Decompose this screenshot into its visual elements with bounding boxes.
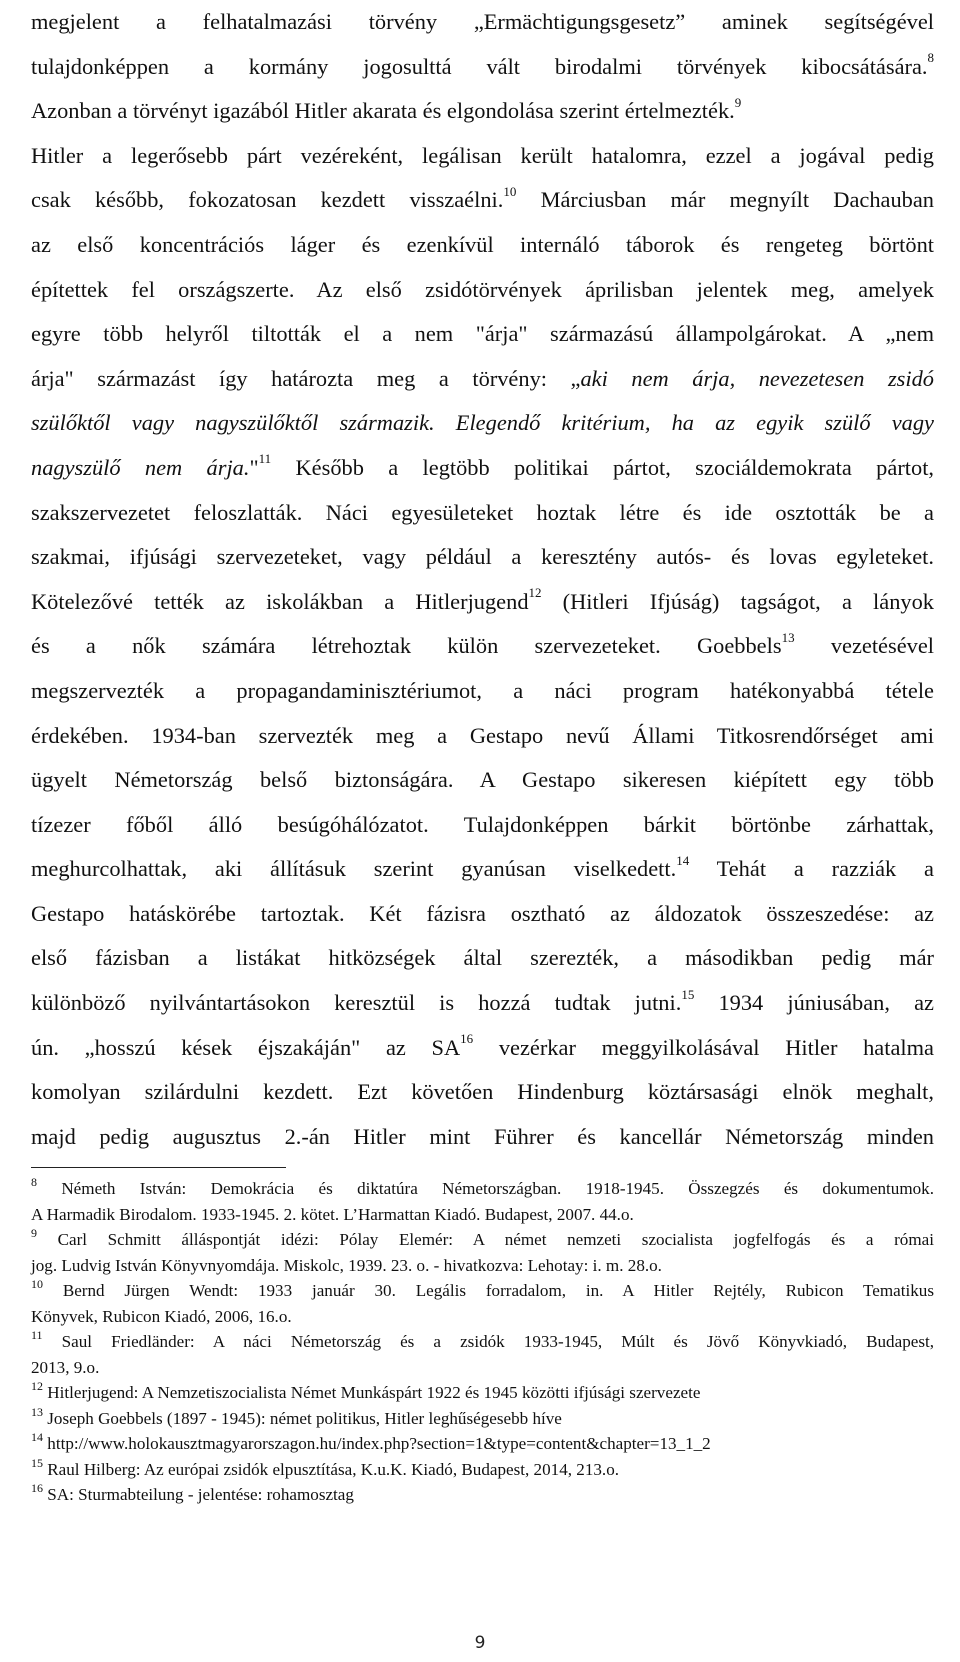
text-run: szakszervezetet feloszlatták. Náci egyesületeket hoztak létre és ide osztották be a	[31, 499, 934, 525]
italic-quote: nagyszülő nem árja.	[31, 454, 250, 480]
body-line	[31, 491, 934, 536]
text-run: "	[249, 454, 259, 480]
body-line	[31, 401, 934, 446]
text-run: szakmai, ifjúsági szervezeteket, vagy például a keresztény autós- és lovas egyleteket.	[31, 544, 934, 570]
body-line	[31, 446, 934, 491]
body-line	[31, 89, 934, 134]
page-number: 9	[474, 1633, 486, 1653]
text-run: különböző nyilvántartásokon keresztül is hozzá tudtak jutni.	[31, 990, 682, 1016]
footnote-line	[31, 1304, 934, 1330]
footnote-reference: 10	[31, 1277, 43, 1292]
body-line	[31, 268, 934, 313]
text-run: (Hitleri Ifjúság) tagságot, a lányok	[541, 588, 934, 614]
text-run: tízezer főből álló besúgóhálózatot. Tulajdonképpen bárkit börtönbe zárhattak,	[31, 811, 934, 837]
footnote-reference: 9	[734, 94, 742, 110]
body-text	[31, 0, 934, 1159]
footnote-reference: 14	[31, 1430, 43, 1445]
text-run: Bernd Jürgen Wendt: 1933 január 30. Legális forradalom, in. A Hitler Rejtély, Rubicon Tematikus	[43, 1281, 934, 1300]
text-run: árja" származást így határozta meg a törvény: „	[31, 365, 581, 391]
footnote-reference: 16	[460, 1031, 474, 1047]
text-run: ún. „hosszú kések éjszakáján" az SA	[31, 1034, 461, 1060]
footnote-line	[31, 1431, 934, 1457]
text-run: az első koncentrációs láger és ezenkívül internáló táborok és rengeteg börtönt	[31, 231, 934, 257]
body-line	[31, 1070, 934, 1115]
footnote-line	[31, 1457, 934, 1483]
footnote-reference: 11	[31, 1328, 43, 1343]
text-run: Tehát a razziák a	[689, 856, 934, 882]
text-run: Gestapo hatáskörébe tartoztak. Két fázisra osztható az áldozatok összeszedése: az	[31, 900, 934, 926]
footnote-line	[31, 1482, 934, 1508]
footnote-reference: 8	[31, 1175, 37, 1190]
italic-quote: szülőktől vagy nagyszülőktől származik. Elegendő kritérium, ha az egyik szülő vagy	[31, 410, 934, 436]
body-line	[31, 803, 934, 848]
text-run: építettek fel országszerte. Az első zsidótörvények áprilisban jelentek meg, amelyek	[31, 276, 934, 302]
footnote-reference: 10	[503, 183, 517, 199]
body-line	[31, 847, 934, 892]
body-line	[31, 535, 934, 580]
text-run: első fázisban a listákat hitközségek által szerezték, a másodikban pedig már	[31, 945, 934, 971]
footnote-reference: 11	[258, 451, 272, 467]
text-run: Kötelezővé tették az iskolákban a Hitlerjugend	[31, 588, 529, 614]
body-line	[31, 134, 934, 179]
body-line	[31, 624, 934, 669]
text-run: Később a legtöbb politikai pártot, szociáldemokrata pártot,	[271, 454, 935, 480]
footnote-line	[31, 1406, 934, 1432]
footnote-line	[31, 1278, 934, 1304]
text-run: érdekében. 1934-ban szervezték meg a Gestapo nevű Állami Titkosrendőrséget ami	[31, 722, 934, 748]
body-line	[31, 357, 934, 402]
text-run: ügyelt Németország belső biztonságára. A Gestapo sikeresen kiépített egy több	[31, 767, 934, 793]
text-run: Saul Friedländer: A náci Németország és a zsidók 1933-1945, Múlt és Jövő Könyvkiadó, Budapest,	[42, 1332, 934, 1351]
text-run: és a nők számára létrehoztak külön szervezeteket. Goebbels	[31, 633, 782, 659]
text-run: Könyvek, Rubicon Kiadó, 2006, 16.o.	[31, 1306, 292, 1326]
text-run: vezetésével	[794, 633, 935, 659]
text-run: egyre több helyről tiltották el a nem "árja" származású állampolgárokat. A „nem	[31, 321, 934, 347]
text-run: majd pedig augusztus 2.-án Hitler mint Führer és kancellár Németország minden	[31, 1123, 934, 1149]
footnote-reference: 12	[31, 1379, 43, 1394]
text-run: Hitlerjugend: A Nemzetiszocialista Német Munkáspárt 1922 és 1945 közötti ifjúsági szervezete	[43, 1383, 701, 1402]
text-run: megszervezték a propagandaminisztériumot, a náci program hatékonyabbá tétele	[31, 677, 934, 703]
body-line	[31, 936, 934, 981]
body-line	[31, 981, 934, 1026]
body-line	[31, 1115, 934, 1160]
body-line	[31, 312, 934, 357]
footnote-line	[31, 1355, 934, 1381]
body-line	[31, 0, 934, 45]
text-run: SA: Sturmabteilung - jelentése: rohamosztag	[43, 1485, 354, 1504]
text-run: Németh István: Demokrácia és diktatúra Németországban. 1918-1945. Összegzés és dokumentumok.	[37, 1179, 934, 1198]
body-line	[31, 1026, 934, 1071]
text-run: csak később, fokozatosan kezdett visszaélni.	[31, 187, 504, 213]
footnote-reference: 13	[31, 1404, 43, 1419]
text-run: komolyan szilárdulni kezdett. Ezt követően Hindenburg köztársasági elnök meghalt,	[31, 1079, 934, 1105]
text-run: Márciusban már megnyílt Dachauban	[516, 187, 934, 213]
text-run: Carl Schmitt álláspontját idézi: Pólay Elemér: A német nemzeti szocialista jogfelfogás és a római	[37, 1230, 934, 1249]
text-run: tulajdonképpen a kormány jogosulttá vált birodalmi törvények kibocsátására.	[31, 53, 928, 79]
footnote-line	[31, 1202, 934, 1228]
text-run: Raul Hilberg: Az európai zsidók elpusztítása, K.u.K. Kiadó, Budapest, 2014, 213.o.	[43, 1459, 620, 1479]
footnote-separator	[31, 1167, 286, 1168]
footnote-line	[31, 1380, 934, 1406]
footnote-reference: 8	[927, 50, 934, 66]
body-line	[31, 669, 934, 714]
text-run: meghurcolhattak, aki állításuk szerint gyanúsan viselkedett.	[31, 856, 677, 882]
footnote-line	[31, 1227, 934, 1253]
text-run: Hitler a legerősebb párt vezéreként, legálisan került hatalomra, ezzel a jogával pedig	[31, 142, 934, 168]
footnote-reference: 15	[681, 986, 695, 1002]
footnote-reference: 16	[31, 1481, 43, 1496]
body-line	[31, 223, 934, 268]
text-run: A Harmadik Birodalom. 1933-1945. 2. kötet. L’Harmattan Kiadó. Budapest, 2007. 44.o.	[31, 1204, 634, 1224]
footnote-reference: 13	[781, 629, 795, 645]
footnotes	[31, 1176, 934, 1508]
text-run: Joseph Goebbels (1897 - 1945): német politikus, Hitler leghűségesebb híve	[43, 1408, 562, 1428]
body-line	[31, 45, 934, 90]
footnote-reference: 15	[31, 1455, 43, 1470]
footnote-line	[31, 1329, 934, 1355]
body-line	[31, 758, 934, 803]
footnote-reference: 12	[528, 585, 542, 601]
text-run: vezérkar meggyilkolásával Hitler hatalma	[473, 1034, 934, 1060]
text-run: 1934 júniusában, az	[694, 990, 934, 1016]
text-run: 2013, 9.o.	[31, 1357, 100, 1377]
body-line	[31, 892, 934, 937]
footnote-reference: 9	[31, 1226, 37, 1241]
text-run: megjelent a felhatalmazási törvény „Ermächtigungsgesetz” aminek segítségével	[31, 9, 934, 34]
italic-quote: aki nem árja, nevezetesen zsidó	[580, 365, 934, 391]
footnote-line	[31, 1176, 934, 1202]
footnote-reference: 14	[676, 852, 690, 868]
text-run: http://www.holokausztmagyarorszagon.hu/index.php?section=1&type=content&chapter=13_1_2	[43, 1434, 711, 1453]
body-line	[31, 178, 934, 223]
text-run: Azonban a törvényt igazából Hitler akarata és elgondolása szerint értelmezték.	[31, 98, 735, 124]
footnote-line	[31, 1253, 934, 1279]
body-line	[31, 580, 934, 625]
text-run: jog. Ludvig István Könyvnyomdája. Miskolc, 1939. 23. o. - hivatkozva: Lehotay: i. m. 28.o.	[31, 1255, 662, 1275]
body-line	[31, 714, 934, 759]
